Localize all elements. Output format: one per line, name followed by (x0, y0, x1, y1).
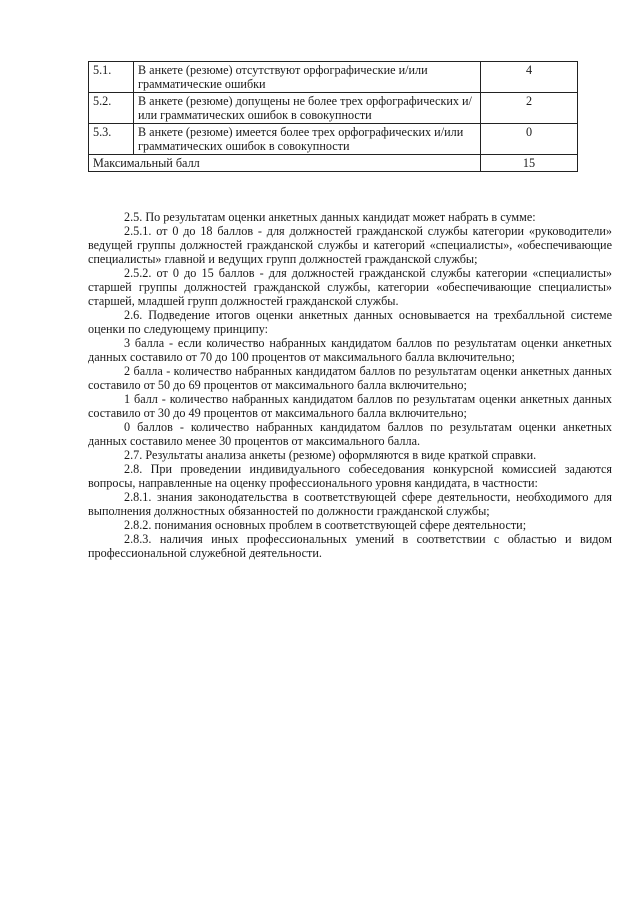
paragraph-2-8: 2.8. При проведении индивидуального собеседования конкурсной комиссией задаются вопросы, направленные на оценку профессионального уровня кандидата, в частности: (88, 462, 612, 490)
document-body (88, 210, 612, 560)
max-score-label: Максимальный балл (89, 155, 481, 172)
paragraph-2-8-3: 2.8.3. наличия иных профессиональных умений в соответствии с областью и видом профессиональной служебной деятельности. (88, 532, 612, 560)
paragraph-2-5-1: 2.5.1. от 0 до 18 баллов - для должностей гражданской службы категории «руководители» ведущей группы должностей гражданской службы и категорий «специалисты», «обеспечивающие специалисты» главной и ведущих групп должностей гражданской службы; (88, 224, 612, 266)
scoring-table (88, 61, 578, 172)
row-criterion: В анкете (резюме) допущены не более трех орфографических и/или грамматических ошибок в совокупности (134, 93, 481, 124)
table-total-row (89, 155, 578, 172)
max-score-value: 15 (481, 155, 578, 172)
table-row (89, 62, 578, 93)
paragraph-2-8-1: 2.8.1. знания законодательства в соответствующей сфере деятельности, необходимого для выполнения должностных обязанностей по должности гражданской службы; (88, 490, 612, 518)
paragraph-2-7: 2.7. Результаты анализа анкеты (резюме) оформляются в виде краткой справки. (124, 448, 537, 462)
row-score: 4 (481, 62, 578, 93)
paragraph-3-points: 3 балла - если количество набранных кандидатом баллов по результатам оценки анкетных данных составило от 70 до 100 процентов от максимального балла включительно; (88, 336, 612, 364)
paragraph-0-points: 0 баллов - количество набранных кандидатом баллов по результатам оценки анкетных данных составило менее 30 процентов от максимального балла. (88, 420, 612, 448)
paragraph-2-points: 2 балла - количество набранных кандидатом баллов по результатам оценки анкетных данных составило от 50 до 69 процентов от максимального балла включительно; (88, 364, 612, 392)
row-criterion: В анкете (резюме) имеется более трех орфографических и/или грамматических ошибок в совокупности (134, 124, 481, 155)
row-number: 5.2. (89, 93, 134, 124)
paragraph-2-5-2: 2.5.2. от 0 до 15 баллов - для должностей гражданской службы категории «специалисты» старшей группы должностей гражданской службы, категории «обеспечивающие специалисты» старшей, младшей групп должностей гражданской службы. (88, 266, 612, 308)
row-number: 5.1. (89, 62, 134, 93)
row-number: 5.3. (89, 124, 134, 155)
table-row (89, 124, 578, 155)
row-score: 2 (481, 93, 578, 124)
paragraph-1-point: 1 балл - количество набранных кандидатом баллов по результатам оценки анкетных данных составило от 30 до 49 процентов от максимального балла включительно; (88, 392, 612, 420)
paragraph-2-8-2: 2.8.2. понимания основных проблем в соответствующей сфере деятельности; (124, 518, 527, 532)
row-criterion: В анкете (резюме) отсутствуют орфографические и/или грамматические ошибки (134, 62, 481, 93)
row-score: 0 (481, 124, 578, 155)
table-row (89, 93, 578, 124)
paragraph-2-5: 2.5. По результатам оценки анкетных данных кандидат может набрать в сумме: (124, 210, 536, 224)
paragraph-2-6: 2.6. Подведение итогов оценки анкетных данных основывается на трехбалльной системе оценки по следующему принципу: (88, 308, 612, 336)
